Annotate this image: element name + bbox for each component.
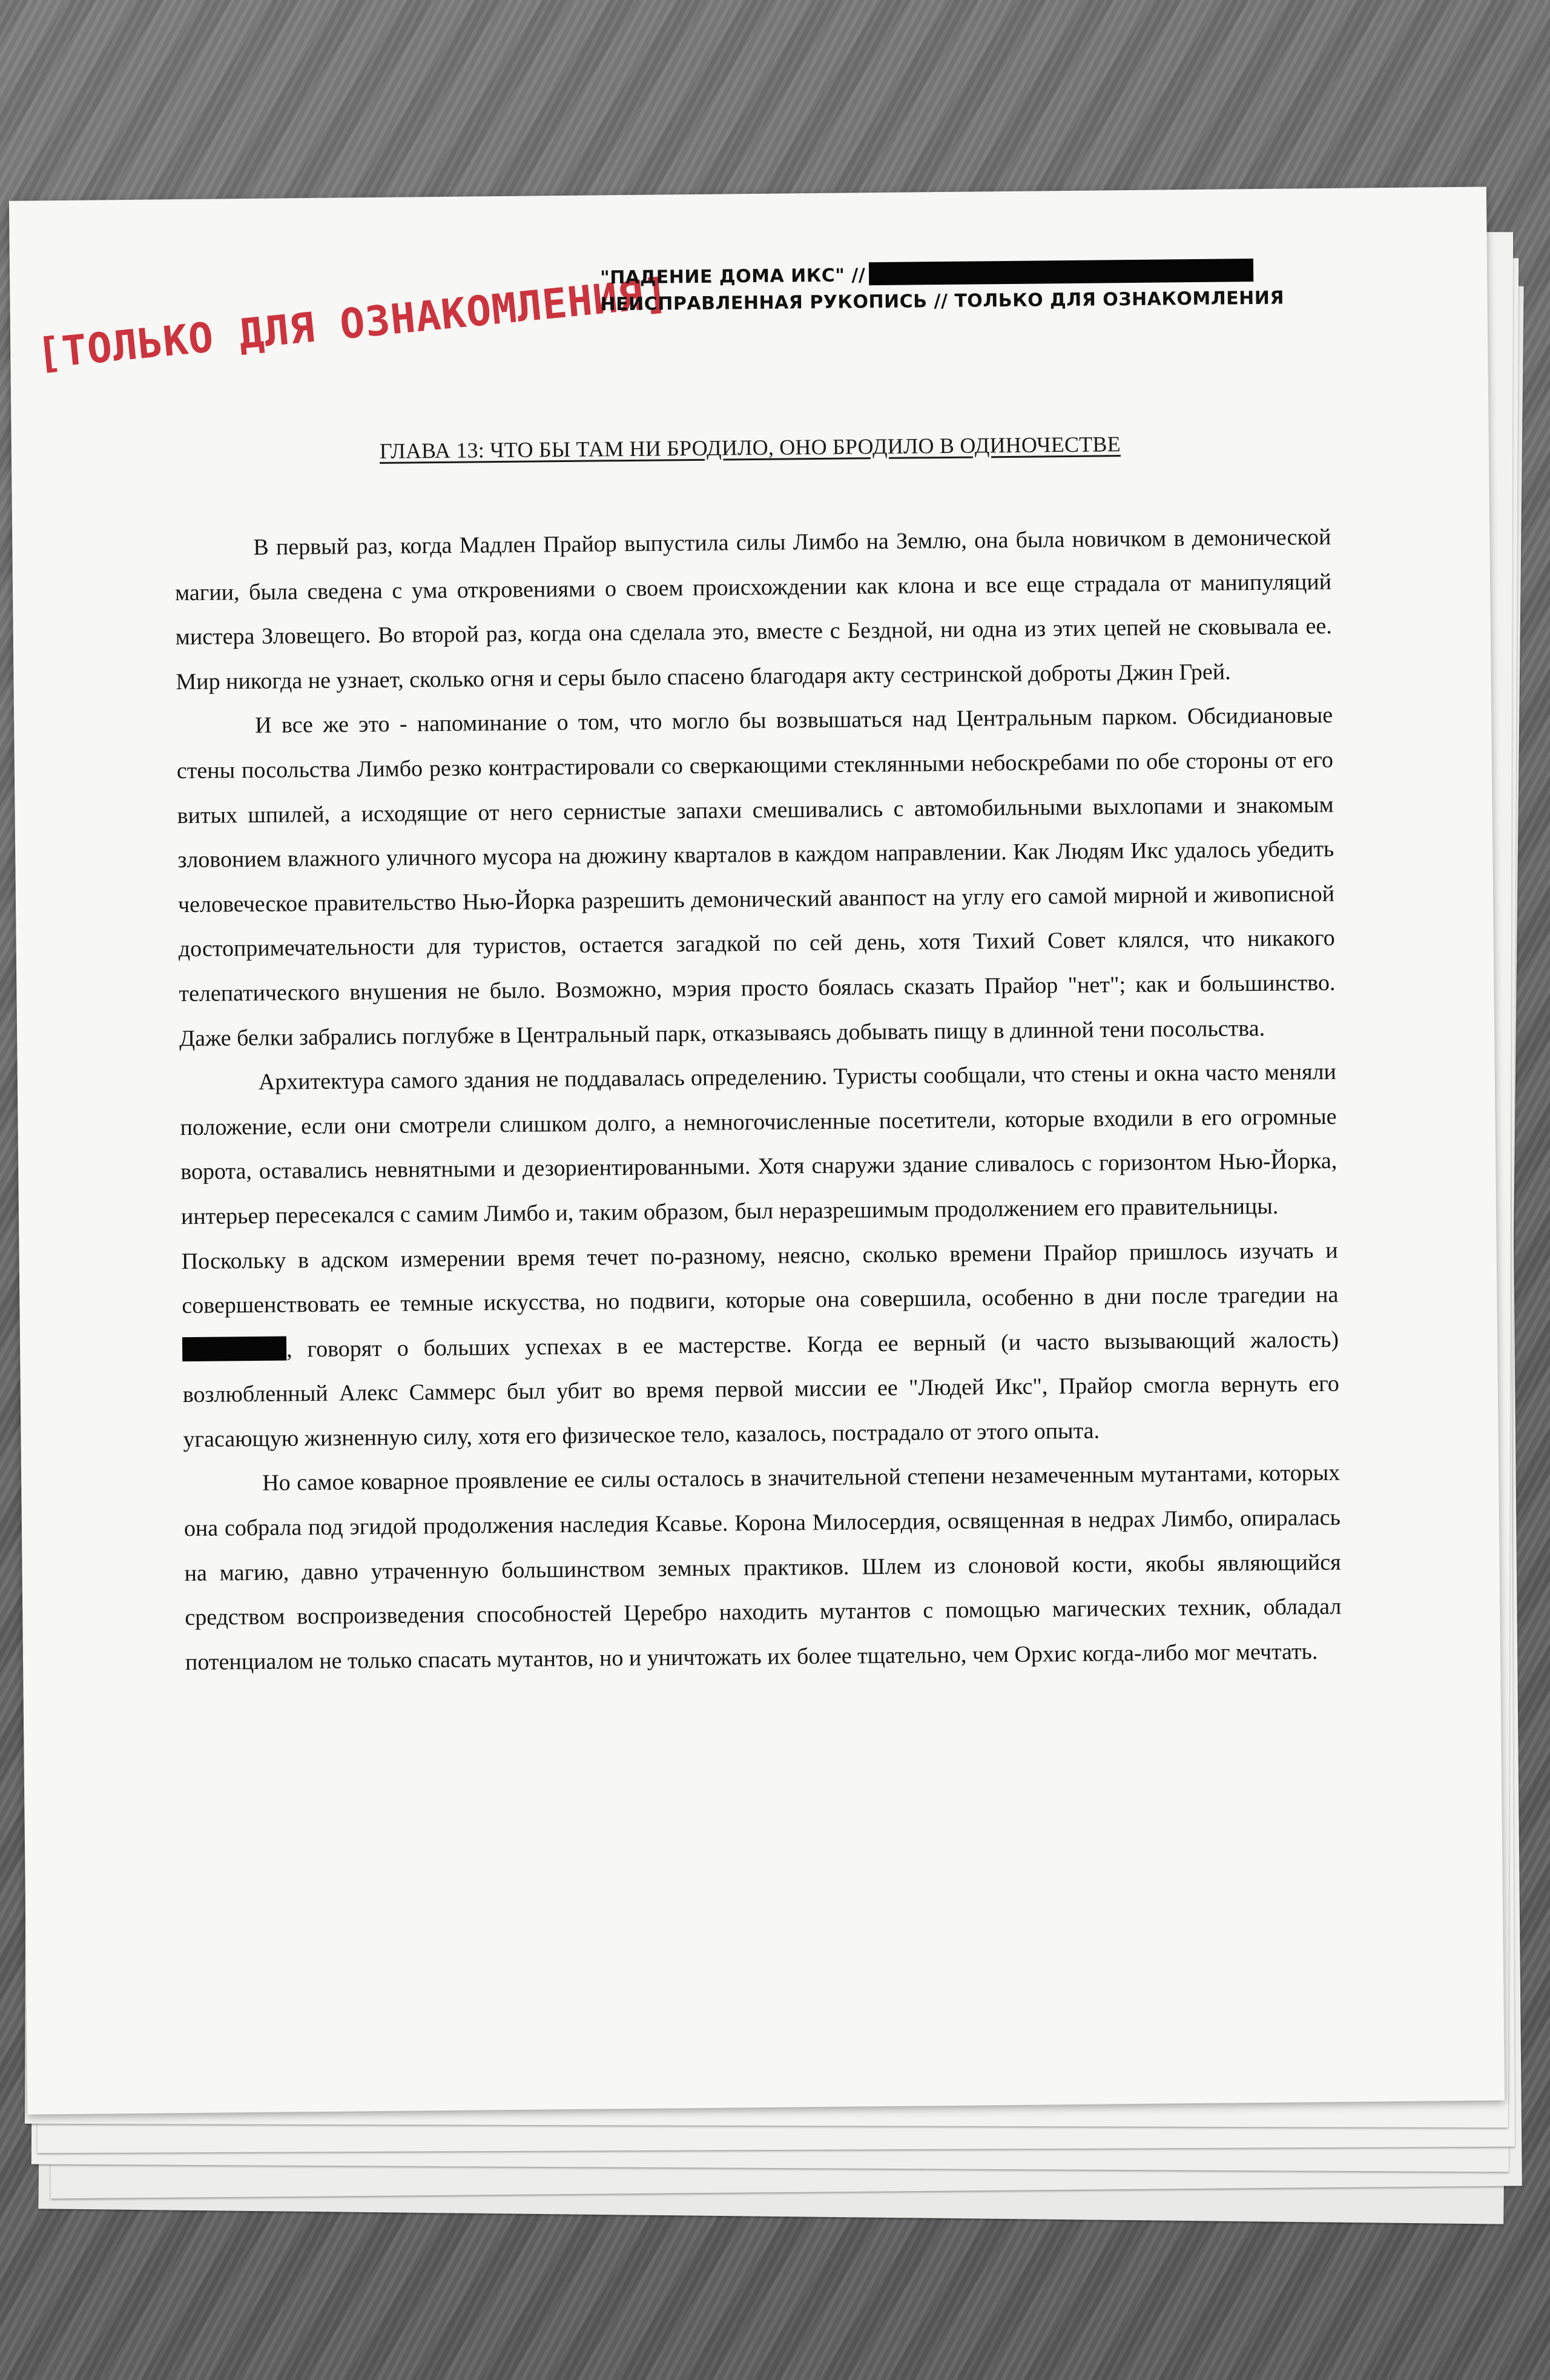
manuscript-body	[174, 515, 1342, 1685]
document-header	[600, 259, 1284, 319]
header-title: "ПАДЕНИЕ ДОМА ИКС" //	[599, 265, 866, 289]
confidential-stamp: [ТОЛЬКО ДЛЯ ОЗНАКОМЛЕНИЯ]	[34, 269, 671, 379]
paragraph: Архитектура самого здания не поддавалась определению. Туристы сообщали, что стены и окна часто меняли положение, если они смотрели слишком долго, а немногочисленные посетители, которые входили в его огромные ворота, оставались невнятными и дезориентированными. Хотя снаружи здание сливалось с горизонтом Нью-Йорка, интерьер пересекался с самим Лимбо и, таким образом, был неразрешимым продолжением его правительницы.	[180, 1059, 1337, 1230]
chapter-title-text: ГЛАВА 13: ЧТО БЫ ТАМ НИ БРОДИЛО, ОНО БРОДИЛО В ОДИНОЧЕСТВЕ	[379, 432, 1121, 463]
redaction-bar	[869, 259, 1253, 285]
chapter-title	[12, 428, 1489, 467]
manuscript-page	[9, 187, 1505, 2114]
redaction-bar	[182, 1336, 286, 1361]
paragraph-part: , говорят о больших успехах в ее мастерстве. Когда ее верный (и часто вызывающий жалость) возлюбленный Алекс Саммерс был убит во время первой миссии ее "Людей Икс", Прайор смогла вернуть его угасающую жизненную силу, хотя его физическое тело, казалось, пострадало от этого опыта.	[182, 1326, 1339, 1452]
paragraph-part: Поскольку в адском измерении время течет по-разному, неясно, сколько времени Прайор пришлось изучать и совершенствовать ее темные искусства, но подвиги, которые она совершила, особенно в дни после трагедии на	[181, 1237, 1339, 1319]
paragraph: И все же это - напоминание о том, что могло бы возвышаться над Центральным парком. Обсидиановые стены посольства Лимбо резко контрастировали со сверкающими стеклянными небоскребами по обе стороны от его витых шпилей, а исходящие от него сернистые запахи смешивались с автомобильными выхлопами и знакомым зловонием влажного уличного мусора на дюжину кварталов в каждом направлении. Как Людям Икс удалось убедить человеческое правительство Нью-Йорка разрешить демонический аванпост на углу его самой мирной и живописной достопримечательности для туристов, остается загадкой по сей день, хотя Тихий Совет клялся, что никакого телепатического внушения не было. Возможно, мэрия просто боялась сказать Прайор "нет"; как и большинство. Даже белки забрались поглубже в Центральный парк, отказываясь добывать пищу в длинной тени посольства.	[176, 702, 1336, 1051]
header-line-2: НЕИСПРАВЛЕННАЯ РУКОПИСЬ // ТОЛЬКО ДЛЯ ОЗНАКОМЛЕНИЯ	[600, 287, 1285, 316]
paragraph: В первый раз, когда Мадлен Прайор выпустила силы Лимбо на Землю, она была новичком в демонической магии, была сведена с ума откровениями о своем происхождении как клона и все еще страдала от манипуляций мистера Зловещего. Во второй раз, когда она сделала это, вместе с Бездной, ни одна из этих цепей не сковывала ее. Мир никогда не узнает, сколько огня и серы было спасено благодаря акту сестринской доброты Джин Грей.	[174, 524, 1332, 695]
paragraph	[181, 1228, 1339, 1462]
paragraph: Но самое коварное проявление ее силы осталось в значительной степени незамеченным мутантами, которых она собрала под эгидой продолжения наследия Ксавье. Корона Милосердия, освященная в недрах Лимбо, опиралась на магию, давно утраченную большинством земных практиков. Шлем из слоновой кости, якобы являющийся средством воспроизведения способностей Церебро находить мутантов с помощью магических техник, обладал потенциалом не только спасать мутантов, но и уничтожать их более тщательно, чем Орхис когда-либо мог мечтать.	[183, 1460, 1342, 1675]
